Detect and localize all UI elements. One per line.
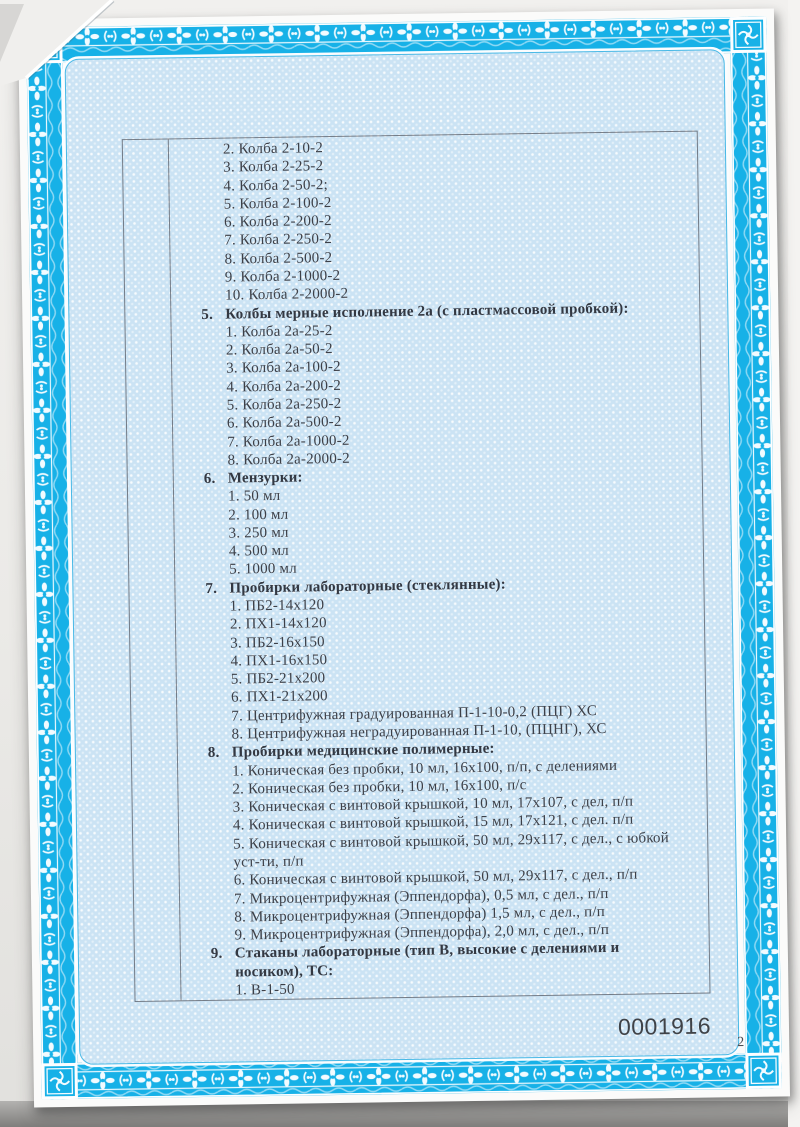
item-text: 1. Коническая без пробки, 10 мл, 16х100, п/п, с делениями <box>232 757 618 780</box>
section-title: Пробирки медицинские полимерные: <box>231 740 495 761</box>
border-corner-rosette <box>41 1063 78 1100</box>
item-text: 6. Колба 2а-500-2 <box>226 414 342 432</box>
item-text: 5. Колба 2-100-2 <box>223 194 332 213</box>
section-number: 7. <box>205 580 218 597</box>
item-text: 9. Колба 2-1000-2 <box>224 267 341 286</box>
item-text: 6. Колба 2-200-2 <box>223 213 332 231</box>
section-title: Мензурки: <box>227 469 303 487</box>
item-text: 2. 100 мл <box>228 506 289 524</box>
item-text: 4. 500 мл <box>228 542 290 560</box>
item-text: 4. ПХ1-16х150 <box>230 652 328 670</box>
item-text: 7. Центрифужная градуированная П-1-10-0,2 (ПЦГ) ХС <box>231 702 598 725</box>
item-text: 4. Коническая с винтовой крышкой, 15 мл, 17х121, с дел. п/п <box>232 812 634 834</box>
item-text: 3. 250 мл <box>228 524 289 542</box>
item-text: 5. ПБ2-21х200 <box>230 670 326 688</box>
item-text: 1. В-1-50 <box>235 981 295 999</box>
section-title: Пробирки лабораторные (стеклянные): <box>229 576 507 597</box>
item-text: 4. Колба 2-50-2; <box>223 176 329 195</box>
item-text: 6. ПХ1-21х200 <box>230 688 328 707</box>
border-corner-rosette <box>730 17 767 54</box>
item-text: 8. Колба 2а-2000-2 <box>227 450 350 469</box>
section-title: Колбы мерные исполнение 2а (с пластмассовой пробкой): <box>225 300 629 323</box>
page-corner-mark: 2 <box>737 1035 745 1051</box>
section-title: Стаканы лабораторные (тип В, высокие с делениями и носиком), ТС: <box>234 940 620 981</box>
scan-edge-strip <box>788 0 800 1127</box>
item-text: 3. Коническая с винтовой крышкой, 10 мл, 17х107, с дел, п/п <box>232 793 634 816</box>
content-table <box>122 131 711 1002</box>
certificate-page <box>18 8 790 1107</box>
item-text: 6. Коническая с винтовой крышкой, 50 мл, 29х117, с дел., п/п <box>233 866 638 889</box>
item-text: 7. Колба 2а-1000-2 <box>227 432 350 451</box>
item-text: 5. Колба 2а-250-2 <box>226 395 342 414</box>
section-number: 8. <box>207 745 220 762</box>
item-text: 7. Микроцентрифужная (Эппендорфа), 0,5 мл, с дел., п/п <box>233 885 609 908</box>
equipment-list <box>169 132 710 1001</box>
border-band-right <box>730 17 782 1089</box>
item-text: 3. Колба 2-25-2 <box>223 158 324 176</box>
serial-number: 0001916 <box>617 1012 712 1040</box>
border-corner-rosette <box>745 1052 782 1089</box>
item-text: 5. 1000 мл <box>229 561 298 579</box>
item-text: 1. Колба 2а-25-2 <box>225 322 333 341</box>
item-text: 8. Колба 2-500-2 <box>224 249 333 268</box>
item-text: 3. Колба 2а-100-2 <box>226 359 341 377</box>
item-text: 8. Микроцентрифужная (Эппендорфа) 1,5 мл, с дел., п/п <box>234 903 605 926</box>
item-text: 1. 50 мл <box>227 488 281 505</box>
item-text: 2. Колба 2а-50-2 <box>225 341 333 359</box>
item-text: 10. Колба 2-2000-2 <box>224 286 349 304</box>
section-number: 5. <box>201 306 214 323</box>
item-text: 5. Коническая с винтовой крышкой, 50 мл, 29х117, с дел., с юбкой уст-ти, п/п <box>233 829 670 871</box>
item-text: 7. Колба 2-250-2 <box>224 231 333 250</box>
item-text: 2. Коническая без пробки, 10 мл, 16х100, п/с <box>232 777 527 798</box>
item-text: 1. ПБ2-14х120 <box>229 597 325 615</box>
item-text: 8. Центрифужная неградуированная П-1-10, (ПЦНГ), ХС <box>231 721 607 743</box>
item-text: 9. Микроцентрифужная (Эппендорфа), 2,0 мл, с дел., п/п <box>234 922 610 944</box>
item-text: 3. ПБ2-16х150 <box>230 633 325 652</box>
border-corner-rosette <box>26 27 63 64</box>
item-text: 2. ПХ1-14х120 <box>229 615 327 633</box>
item-text: 4. Колба 2а-200-2 <box>226 377 342 396</box>
section-number: 6. <box>203 470 216 488</box>
section-number: 9. <box>210 946 223 963</box>
item-text: 2. Колба 2-10-2 <box>222 140 324 158</box>
